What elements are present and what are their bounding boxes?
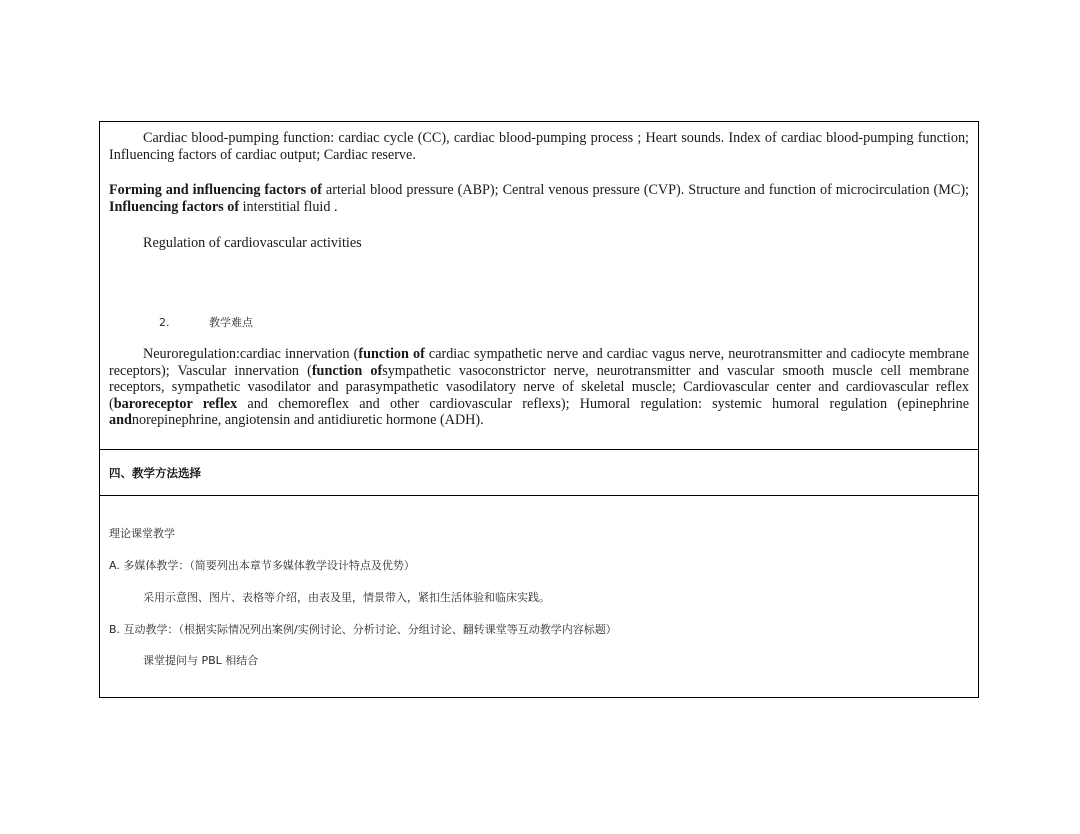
- difficulty-paragraph: Neuroregulation:cardiac innervation (function of cardiac sympathetic nerve and cardiac vagus nerve, neurotransmitter and cadiocyte membrane receptors); Vascular innervation (function ofsympathetic vasoconstrictor nerve, neurotransmitter and vascular smooth muscle cell membrane receptors, sympathetic vasodilator and parasympathetic vasodilatory nerve of skeletal muscle; Cardiovascular center and cardiovascular reflex (baroreceptor reflex and chemoreflex and other cardiovascular reflexs); Humoral regulation: systemic humoral regulation (epinephrine andnorepinephrine, angiotensin and antidiuretic hormone (ADH).: [109, 346, 970, 428]
- methods-body-cell: [100, 496, 978, 697]
- methods-header-cell: [100, 450, 978, 496]
- regulation-paragraph: Regulation of cardiovascular activities: [143, 235, 362, 251]
- multimedia-detail-line: 采用示意图、图片、表格等介绍，由表及里，情景带入，紧扣生活体验和临床实践。: [143, 591, 550, 604]
- blood-pressure-paragraph: Forming and influencing factors of arterial blood pressure (ABP); Central venous pressure (CVP). Structure and function of microcirculation (MC); Influencing factors of interstitial fluid .: [109, 182, 969, 215]
- methods-header: 四、教学方法选择: [109, 466, 201, 480]
- interactive-detail-line: 课堂提问与 PBL 相结合: [143, 654, 259, 667]
- cardiac-function-paragraph: Cardiac blood-pumping function: cardiac cycle (CC), cardiac blood-pumping process ; Heart sounds. Index of cardiac blood-pumping function; Influencing factors of cardiac output; Cardiac reserve.: [109, 130, 969, 163]
- multimedia-teaching-line: A. 多媒体教学：（简要列出本章节多媒体教学设计特点及优势）: [109, 559, 415, 572]
- theory-teaching-line: 理论课堂教学: [109, 527, 175, 540]
- key-points-cell: [100, 122, 978, 450]
- interactive-teaching-line: B. 互动教学：（根据实际情况列出案例/实例讨论、分析讨论、分组讨论、翻转课堂等互动教学内容标题）: [109, 623, 617, 636]
- difficulty-heading: 2. 教学难点: [159, 316, 253, 329]
- lesson-plan-table: [99, 121, 979, 698]
